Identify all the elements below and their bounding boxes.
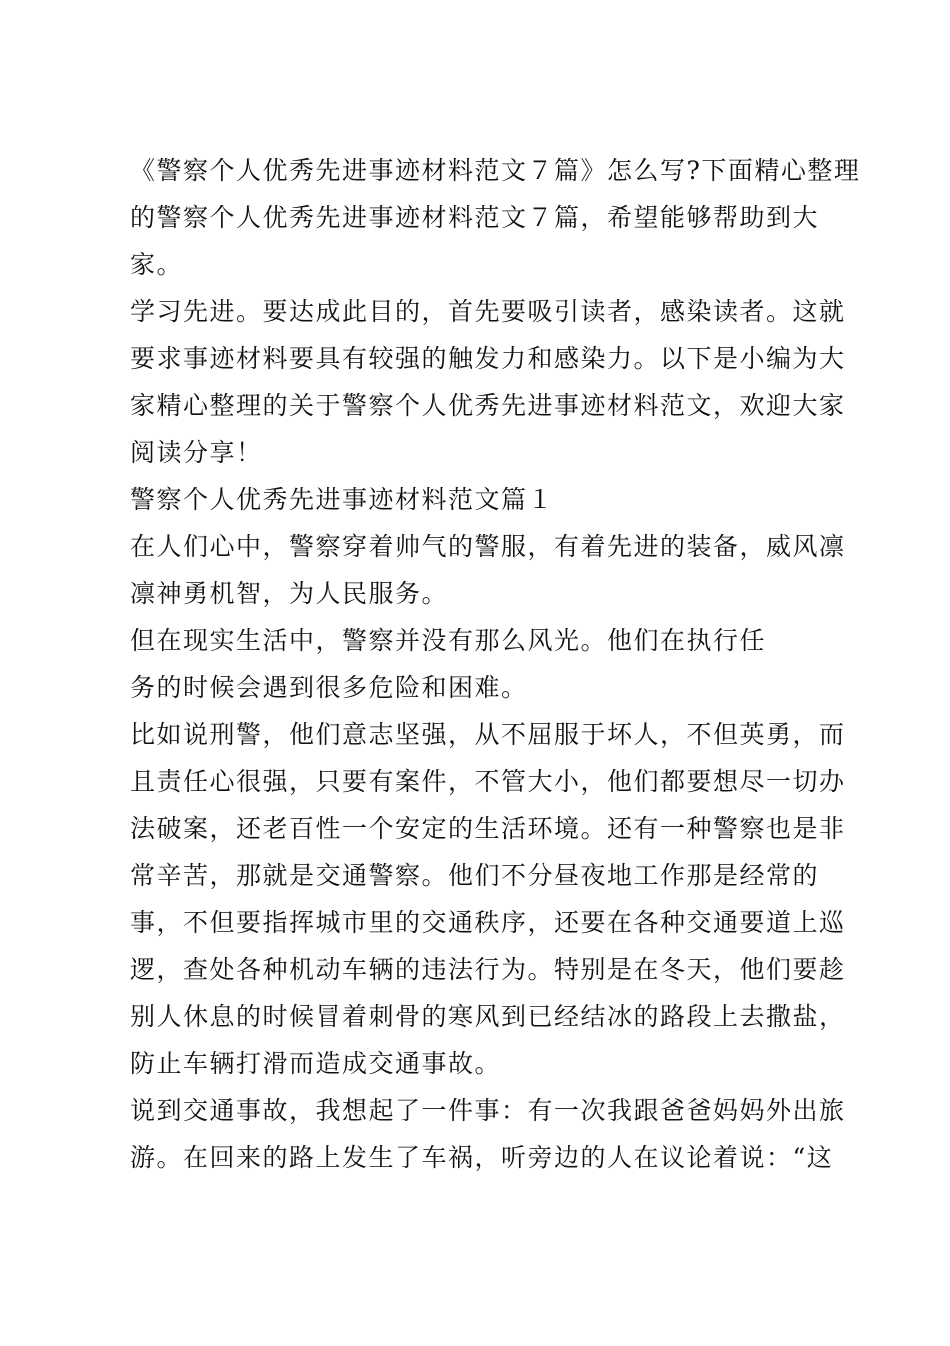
- paragraph-line: 事，不但要指挥城市里的交通秩序，还要在各种交通要道上巡: [130, 908, 846, 937]
- paragraph-line: 家精心整理的关于警察个人优秀先进事迹材料范文，欢迎大家: [130, 391, 846, 420]
- paragraph-line: 逻，查处各种机动车辆的违法行为。特别是在冬天，他们要趁: [130, 955, 846, 984]
- paragraph-line: 防止车辆打滑而造成交通事故。: [130, 1049, 502, 1078]
- paragraph-line: 且责任心很强，只要有案件，不管大小，他们都要想尽一切办: [130, 767, 846, 796]
- paragraph-line: 学习先进。要达成此目的，首先要吸引读者，感染读者。这就: [130, 297, 846, 326]
- paragraph-line: 务的时候会遇到很多危险和困难。: [130, 673, 528, 702]
- paragraph-line: 但在现实生活中，警察并没有那么风光。他们在执行任: [130, 626, 767, 655]
- paragraph-line: 游。在回来的路上发生了车祸，听旁边的人在议论着说：“这: [130, 1143, 834, 1172]
- paragraph-line: 别人休息的时候冒着刺骨的寒风到已经结冰的路段上去撒盐，: [130, 1002, 846, 1031]
- paragraph-line: 法破案，还老百性一个安定的生活环境。还有一种警察也是非: [130, 814, 846, 843]
- paragraph-line: 凛神勇机智，为人民服务。: [130, 579, 449, 608]
- intro-line-2: 的警察个人优秀先进事迹材料范文７篇，希望能够帮助到大: [130, 203, 820, 232]
- paragraph-line: 说到交通事故，我想起了一件事：有一次我跟爸爸妈妈外出旅: [130, 1096, 846, 1125]
- intro-line-3: 家。: [130, 250, 184, 279]
- paragraph-line: 在人们心中，警察穿着帅气的警服，有着先进的装备，威风凛: [130, 532, 846, 561]
- paragraph-line: 要求事迹材料要具有较强的触发力和感染力。以下是小编为大: [130, 344, 846, 373]
- intro-line-1: 《警察个人优秀先进事迹材料范文７篇》怎么写?下面精心整理: [130, 156, 861, 185]
- paragraph-line: 比如说刑警，他们意志坚强，从不屈服于坏人，不但英勇，而: [130, 720, 846, 749]
- paragraph-line: 常辛苦，那就是交通警察。他们不分昼夜地工作那是经常的: [130, 861, 820, 890]
- section-heading: 警察个人优秀先进事迹材料范文篇１: [130, 485, 555, 514]
- paragraph-line: 阅读分享！: [130, 438, 263, 467]
